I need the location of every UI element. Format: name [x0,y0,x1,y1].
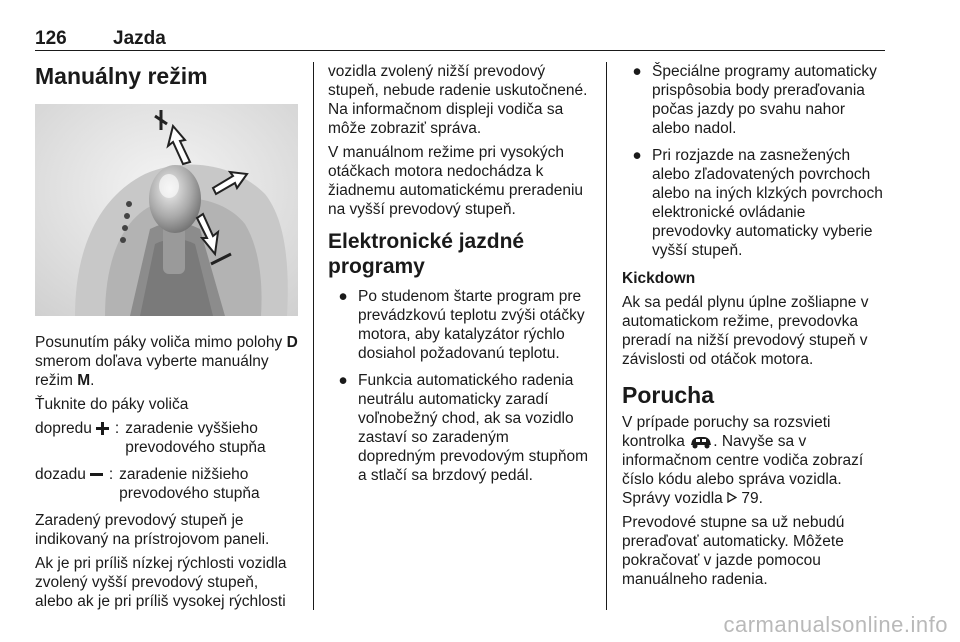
gear-selector-illustration [35,104,298,316]
list-item: ● Po studenom štarte program pre prevádzkovú teplotu zvýši otáčky motora, aby katalyzátor rýchlo dosiahol požadovanú teplotu. [338,288,585,362]
minus-icon [90,468,103,481]
watermark: carmanualsonline.info [723,612,948,637]
speed-warning-text: Ak je pri príliš nízkej rýchlosti vozidla zvolený vyšší prevodový stupeň, alebo ak je pri príliš vysokej rýchlosti [35,555,287,610]
kickdown-text: Ak sa pedál plynu úplne zošliapne v automatickom režime, prevodovka preradí na nižší prevodový stupeň v závislosti od otáčok motora. [622,294,869,368]
manual-mode-heading: Manuálny režim [35,63,208,89]
high-rpm-text: V manuálnom režime pri vysokých otáčkach motora nedochádza k žiadnemu automatickému preradeniu na vyšší prevodový stupeň. [328,144,584,218]
definition-backward: dozadu : zaradenie nižšieho prevodového stupňa [35,466,260,502]
plus-icon [96,422,109,435]
column-3 [622,62,887,594]
column-1 [35,62,298,616]
definition-forward: dopredu : zaradenie vyššieho prevodového stupňa [35,420,266,456]
section-title: Jazda [113,28,166,49]
column-2 [328,62,590,493]
page-number: 126 [35,28,67,49]
manual-mode-instructions: Posunutím páky voliča mimo polohy D smerom doľava vyberte manuálny režim M. [35,334,298,389]
column-divider [606,62,607,610]
column-divider [313,62,314,610]
tap-lever-text: Ťuknite do páky voliča [35,396,189,413]
page-header [35,28,885,51]
fault-text: V prípade poruchy sa rozsvieti kontrolka . Navyše sa v informačnom centre vodiča zobrazí číslo kódu alebo správa vozidla. Správy vozidla 79. [622,414,864,507]
kickdown-heading: Kickdown [622,270,696,287]
list-item: ● Špeciálne programy automaticky prispôsobia body preraďovania počas jazdy po svahu nahor alebo nadol. [632,63,877,137]
car-icon [689,435,713,449]
shift-not-executed-text: vozidla zvolený nižší prevodový stupeň, nebude radenie uskutočnené. Na informačnom displeji vodiča sa môže zobraziť správa. [328,63,588,137]
gear-indicated-text: Zaradený prevodový stupeň je indikovaný na prístrojovom paneli. [35,512,270,548]
manual-shift-text: Prevodové stupne sa už nebudú preraďovať automaticky. Môžete pokračovať v jazde pomocou manuálneho radenia. [622,514,845,588]
electronic-programs-heading: Elektronické jazdné programy [328,230,525,278]
list-item: ● Funkcia automatického radenia neutrálu automaticky zaradí voľnobežný chod, ak sa vozidlo zastaví so zaradeným dopredným prevodovým stupňom a stlačí sa brzdový pedál. [338,372,589,484]
page-reference-icon [727,492,737,503]
list-item: ● Pri rozjazde na zasnežených alebo zľadovatených povrchoch alebo na iných klzkých povrchoch elektronické ovládanie prevodovky automaticky vyberie vyšší stupeň. [632,147,883,259]
fault-heading: Porucha [622,382,715,408]
